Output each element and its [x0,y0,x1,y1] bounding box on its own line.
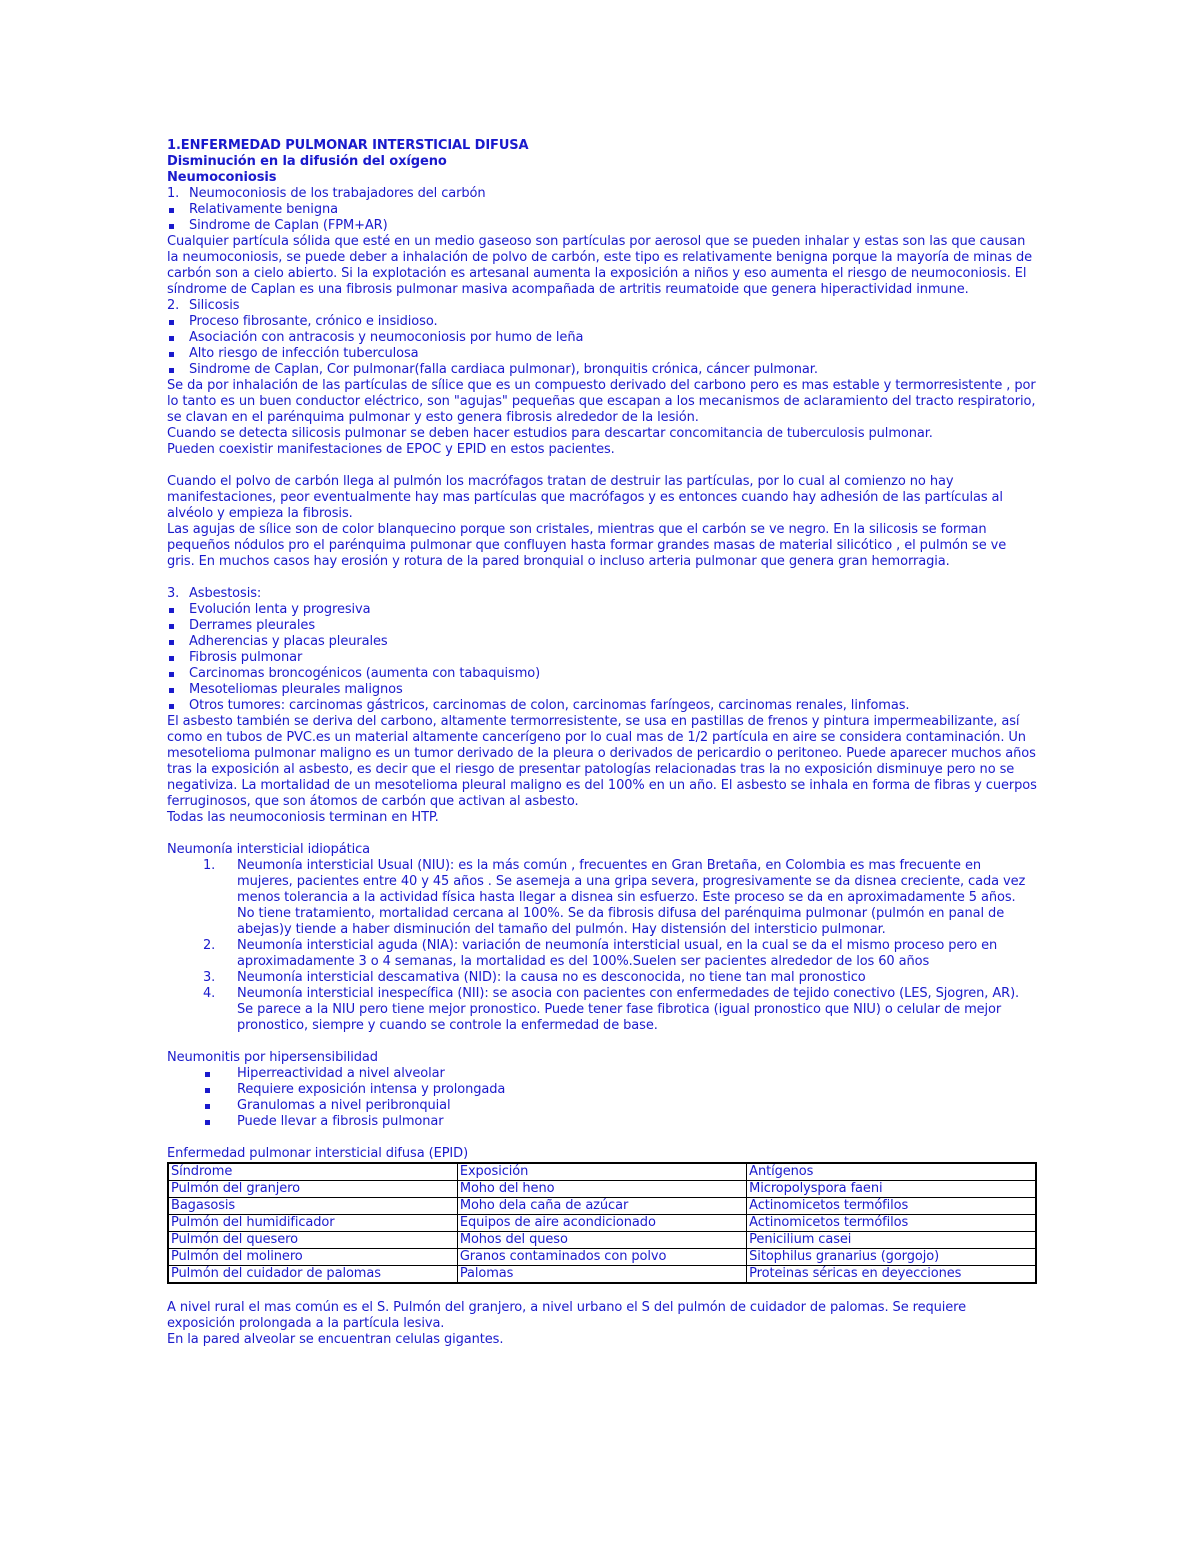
table-cell: Moho del heno [457,1181,746,1198]
list-item: Proceso fibrosante, crónico e insidioso. [167,314,1037,330]
list-item: Sindrome de Caplan, Cor pulmonar(falla cardiaca pulmonar), bronquitis crónica, cáncer pulmonar. [167,362,1037,378]
list-item: Derrames pleurales [167,618,1037,634]
section-1-heading: 1. Neumoconiosis de los trabajadores del carbón [167,186,486,201]
paragraph: Cualquier partícula sólida que esté en un medio gaseoso son partículas por aerosol que se pueden inhalar y estas son las que causan la neumoconiosis, se puede deber a inhalación de polvo de carbón, este tipo es relativamente benigna porque la mayoría de minas de carbón son a cielo abierto. Si la explotación es artesanal aumenta la exposición a niños y eso aumenta el riesgo de neumoconiosis. El síndrome de Caplan es una fibrosis pulmonar masiva acompañada de artritis reumatoide que genera hiperactividad inmune. [167,234,1033,297]
table-cell: Mohos del queso [457,1232,746,1249]
list-item: 2. Neumonía intersticial aguda (NIA): variación de neumonía intersticial usual, en la cual se da el mismo proceso pero en aproximadamente 3 o 4 semanas, la mortalidad es del 100%.Suelen ser pacientes alrededor de los 60 años [203,938,998,969]
table-cell: Moho dela caña de azúcar [457,1198,746,1215]
paragraph: Todas las neumoconiosis terminan en HTP. [167,810,439,825]
list-item: Puede llevar a fibrosis pulmonar [167,1114,1037,1130]
table-caption: Enfermedad pulmonar intersticial difusa (EPID) [167,1146,469,1161]
list-item: Hiperreactividad a nivel alveolar [167,1066,1037,1082]
list-item: Asociación con antracosis y neumoconiosis por humo de leña [167,330,1037,346]
table-cell: Actinomicetos termófilos [747,1215,1036,1232]
paragraph: Se da por inhalación de las partículas de sílice que es un compuesto derivado del carbono pero es mas estable y termorresistente , por lo tanto es un buen conductor eléctrico, son "agujas" pequeñas que escapan a los mecanismos de aclaramiento del tracto respiratorio, se clavan en el parénquima pulmonar y esto genera fibrosis alrededor de la lesión. [167,378,1036,425]
table-cell: Pulmón del humidificador [168,1215,457,1232]
title-main: 1.ENFERMEDAD PULMONAR INTERSTICIAL DIFUSA [167,138,529,153]
table-row [168,1266,1036,1284]
paragraph: El asbesto también se deriva del carbono, altamente termorresistente, se usa en pastillas de frenos y pintura impermeabilizante, así como en tubos de PVC.es un material altamente cancerígeno por lo cual mas de 1/2 partícula en aire se considera contaminación. Un mesotelioma pulmonar maligno es un tumor derivado de la pleura o derivados de pericardio o peritoneo. Puede aparecer muchos años tras la exposición al asbesto, es decir que el riesgo de presentar patologías relacionadas tras la no exposición disminuye pero no se negativiza. La mortalidad de un mesotelioma pleural maligno es del 100% en un año. El asbesto se inhala en forma de fibras y cuerpos ferruginosos, que son átomos de carbón que activan al asbesto. [167,714,1037,809]
list-item: Alto riesgo de infección tuberculosa [167,346,1037,362]
section-heading-hipersensibilidad: Neumonitis por hipersensibilidad [167,1050,378,1065]
table-header-cell: Exposición [457,1163,746,1181]
epid-table [167,1162,1037,1284]
table-row [168,1249,1036,1266]
list-item: Otros tumores: carcinomas gástricos, carcinomas de colon, carcinomas faríngeos, carcinomas renales, linfomas. [167,698,1037,714]
list-item: Granulomas a nivel peribronquial [167,1098,1037,1114]
table-cell: Actinomicetos termófilos [747,1198,1036,1215]
paragraph: Pueden coexistir manifestaciones de EPOC y EPID en estos pacientes. [167,442,615,457]
title-subtitle: Disminución en la difusión del oxígeno [167,154,447,169]
table-row [168,1181,1036,1198]
list-item: 4. Neumonía intersticial inespecífica (NII): se asocia con pacientes con enfermedades de tejido conectivo (LES, Sjogren, AR). Se parece a la NIU pero tiene mejor pronostico. Puede tener fase fibrotica (igual pronostico que NIU) o celular de mejor pronostico, siempre y cuando se controle la enfermedad de base. [203,986,1020,1033]
table-cell: Pulmón del cuidador de palomas [168,1266,457,1284]
section-heading-niu: Neumonía intersticial idiopática [167,842,371,857]
paragraph: Cuando el polvo de carbón llega al pulmón los macrófagos tratan de destruir las partículas, por lo cual al comienzo no hay manifestaciones, peor eventualmente hay mas partículas que macrófagos y es entonces cuando hay adhesión de las partículas al alvéolo y empieza la fibrosis. [167,474,1003,521]
table-row [168,1215,1036,1232]
table-cell: Sitophilus granarius (gorgojo) [747,1249,1036,1266]
table-cell: Pulmón del granjero [168,1181,457,1198]
list-item: Requiere exposición intensa y prolongada [167,1082,1037,1098]
list-item: Carcinomas broncogénicos (aumenta con tabaquismo) [167,666,1037,682]
list-item: 3. Neumonía intersticial descamativa (NID): la causa no es desconocida, no tiene tan mal pronostico [203,970,866,985]
table-header-cell: Antígenos [747,1163,1036,1181]
list-item: Fibrosis pulmonar [167,650,1037,666]
document-page [167,138,1037,1348]
paragraph: Las agujas de sílice son de color blanquecino porque son cristales, mientras que el carbón se ve negro. En la silicosis se forman pequeños nódulos pro el parénquima pulmonar que confluyen hasta formar grandes masas de material silicótico , el pulmón se ve gris. En muchos casos hay erosión y rotura de la pared bronquial o incluso arteria pulmonar que genera gran hemorragia. [167,522,1007,569]
list-item: 1. Neumonía intersticial Usual (NIU): es la más común , frecuentes en Gran Bretaña, en Colombia es mas frecuente en mujeres, pacientes entre 40 y 45 años . Se asemeja a una gripa severa, progresivamente se da disnea creciente, cada vez menos tolerancia a la actividad física hasta llegar a disnea sin esfuerzo. Este proceso se da en aproximadamente 5 años. No tiene tratamiento, mortalidad cercana al 100%. Se da fibrosis difusa del parénquima pulmonar (pulmón en panal de abejas)y tiende a haber disminución del tamaño del pulmón. Hay distensión del intersticio pulmonar. [203,858,1026,937]
table-cell: Penicilium casei [747,1232,1036,1249]
table-cell: Equipos de aire acondicionado [457,1215,746,1232]
table-row [168,1232,1036,1249]
list-item: Mesoteliomas pleurales malignos [167,682,1037,698]
section-2-heading: 2. Silicosis [167,298,240,313]
section-3-heading: 3. Asbestosis: [167,586,262,601]
list-item: Relativamente benigna [167,202,1037,218]
table-cell: Bagasosis [168,1198,457,1215]
paragraph: Cuando se detecta silicosis pulmonar se deben hacer estudios para descartar concomitancia de tuberculosis pulmonar. [167,426,933,441]
table-cell: Granos contaminados con polvo [457,1249,746,1266]
table-cell: Micropolyspora faeni [747,1181,1036,1198]
table-cell: Proteinas séricas en deyecciones [747,1266,1036,1284]
list-item: Evolución lenta y progresiva [167,602,1037,618]
paragraph: A nivel rural el mas común es el S. Pulmón del granjero, a nivel urbano el S del pulmón de cuidador de palomas. Se requiere exposición prolongada a la partícula lesiva. [167,1300,967,1331]
paragraph: En la pared alveolar se encuentran celulas gigantes. [167,1332,504,1347]
table-header-row [168,1163,1036,1181]
table-header-cell: Síndrome [168,1163,457,1181]
table-cell: Pulmón del molinero [168,1249,457,1266]
table-cell: Pulmón del quesero [168,1232,457,1249]
list-item: Sindrome de Caplan (FPM+AR) [167,218,1037,234]
list-item: Adherencias y placas pleurales [167,634,1037,650]
table-row [168,1198,1036,1215]
title-section: Neumoconiosis [167,170,277,185]
table-cell: Palomas [457,1266,746,1284]
